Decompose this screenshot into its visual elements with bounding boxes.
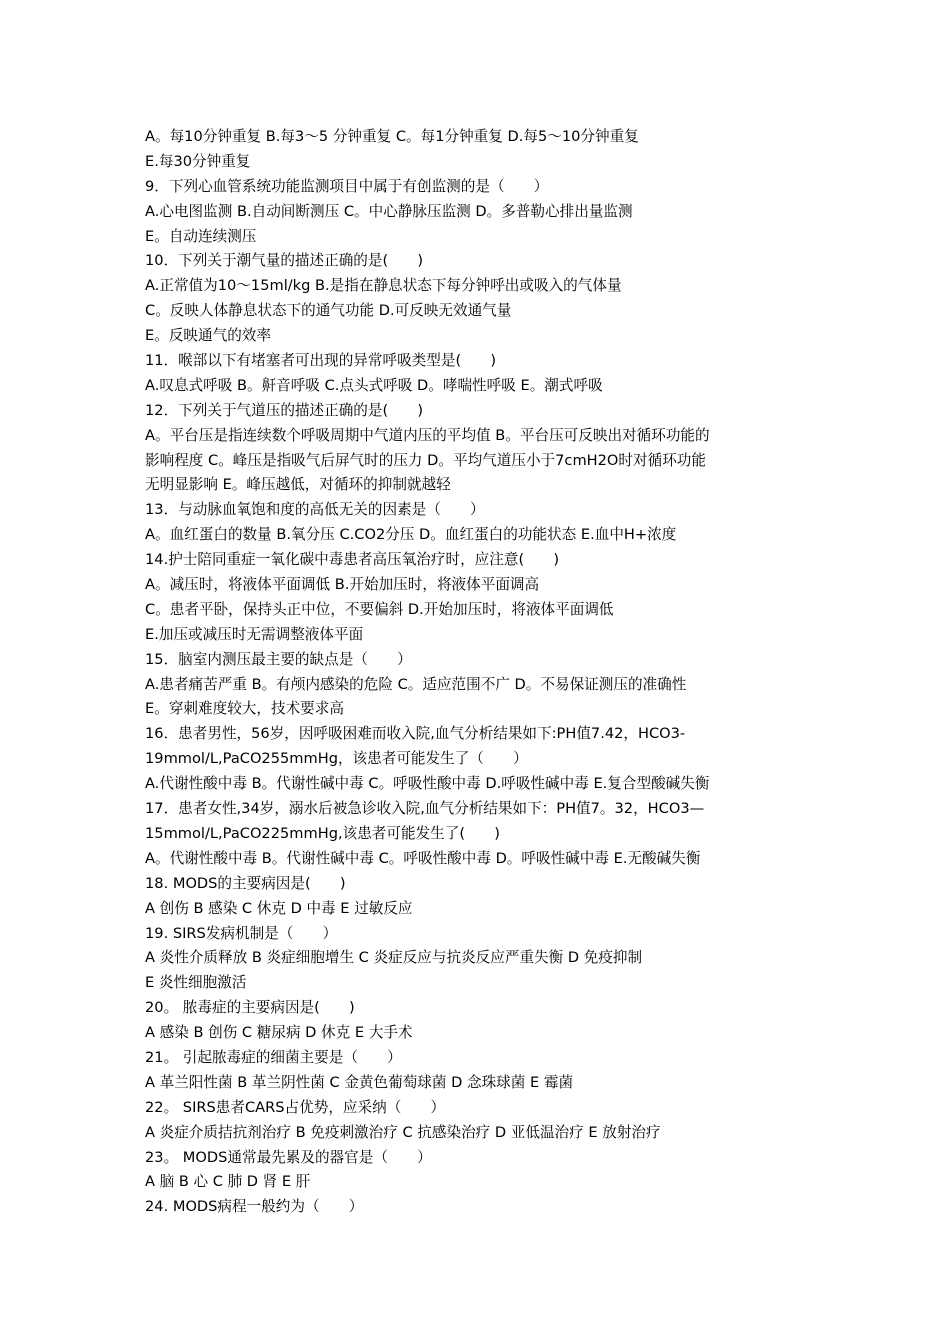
question-15-stem: 15．脑室内测压最主要的缺点是（ ） <box>145 650 412 668</box>
question-10-stem: 10．下列关于潮气量的描述正确的是( ) <box>145 252 424 270</box>
question-16-stem: 19mmol/L,PaCO255mmHg，该患者可能发生了（ ） <box>145 750 528 768</box>
question-10-options: C。反映人体静息状态下的通气功能 D.可反映无效通气量 <box>145 302 512 320</box>
text-line: E.每30分钟重复 <box>145 152 251 170</box>
question-11-stem: 11．喉部以下有堵塞者可出现的异常呼吸类型是( ) <box>145 352 497 370</box>
question-12-options: 无明显影响 E。峰压越低，对循环的抑制就越轻 <box>145 476 451 494</box>
question-11-options: A.叹息式呼吸 B。鼾音呼吸 C.点头式呼吸 D。哮喘性呼吸 E。潮式呼吸 <box>145 376 603 394</box>
question-17-stem: 15mmol/L,PaCO225mmHg,该患者可能发生了( ) <box>145 824 500 842</box>
question-12-options: 影响程度 C。峰压是指吸气后屏气时的压力 D。平均气道压小于7cmH2O时对循环功能 <box>145 451 706 469</box>
question-10-options: E。反映通气的效率 <box>145 327 271 345</box>
question-17-options: A。代谢性酸中毒 B。代谢性碱中毒 C。呼吸性酸中毒 D。呼吸性碱中毒 E.无酸碱失衡 <box>145 849 701 867</box>
question-13-stem: 13．与动脉血氧饱和度的高低无关的因素是（ ） <box>145 501 485 519</box>
question-19-options: A 炎性介质释放 B 炎症细胞增生 C 炎症反应与抗炎反应严重失衡 D 免疫抑制 <box>145 949 643 967</box>
question-text-block <box>145 125 825 1220</box>
question-13-options: A。血红蛋白的数量 B.氧分压 C.CO2分压 D。血红蛋白的功能状态 E.血中H+浓度 <box>145 526 677 544</box>
question-16-stem: 16．患者男性，56岁，因呼吸困难而收入院,血气分析结果如下:PH值7.42，HCO3- <box>145 725 686 743</box>
question-15-options: E。穿刺难度较大，技术要求高 <box>145 700 344 718</box>
question-18-options: A 创伤 B 感染 C 休克 D 中毒 E 过敏反应 <box>145 899 413 917</box>
question-23-options: A 脑 B 心 C 肺 D 肾 E 肝 <box>145 1173 311 1191</box>
question-14-options: C。患者平卧，保持头正中位，不要偏斜 D.开始加压时，将液体平面调低 <box>145 600 614 618</box>
question-12-options: A。平台压是指连续数个呼吸周期中气道内压的平均值 B。平台压可反映出对循环功能的 <box>145 426 710 444</box>
question-23-stem: 23。 MODS通常最先累及的器官是（ ） <box>145 1148 432 1166</box>
question-21-options: A 革兰阳性菌 B 革兰阴性菌 C 金黄色葡萄球菌 D 念珠球菌 E 霉菌 <box>145 1073 574 1091</box>
question-18-stem: 18. MODS的主要病因是( ) <box>145 874 346 892</box>
question-16-options: A.代谢性酸中毒 B。代谢性碱中毒 C。呼吸性酸中毒 D.呼吸性碱中毒 E.复合型酸碱失衡 <box>145 775 710 793</box>
question-20-options: A 感染 B 创伤 C 糖尿病 D 休克 E 大手术 <box>145 1024 413 1042</box>
question-9-options: A.心电图监测 B.自动间断测压 C。中心静脉压监测 D。多普勒心排出量监测 <box>145 202 633 220</box>
question-12-stem: 12．下列关于气道压的描述正确的是( ) <box>145 401 424 419</box>
question-22-options: A 炎症介质拮抗剂治疗 B 免疫刺激治疗 C 抗感染治疗 D 亚低温治疗 E 放射治疗 <box>145 1123 661 1141</box>
question-20-stem: 20。 脓毒症的主要病因是( ) <box>145 999 355 1017</box>
question-14-stem: 14.护士陪同重症一氧化碳中毒患者高压氧治疗时，应注意( ) <box>145 551 560 569</box>
question-14-options: E.加压或减压时无需调整液体平面 <box>145 625 364 643</box>
question-19-options: E 炎性细胞激活 <box>145 974 247 992</box>
question-22-stem: 22。 SIRS患者CARS占优势，应采纳（ ） <box>145 1098 446 1116</box>
question-15-options: A.患者痛苦严重 B。有颅内感染的危险 C。适应范围不广 D。不易保证测压的准确性 <box>145 675 687 693</box>
question-14-options: A。减压时，将液体平面调低 B.开始加压时，将液体平面调高 <box>145 576 540 594</box>
question-10-options: A.正常值为10～15ml/kg B.是指在静息状态下每分钟呼出或吸入的气体量 <box>145 277 622 295</box>
question-17-stem: 17．患者女性,34岁，溺水后被急诊收入院,血气分析结果如下：PH值7。32，HCO3— <box>145 800 705 818</box>
question-9-stem: 9．下列心血管系统功能监测项目中属于有创监测的是（ ） <box>145 177 549 195</box>
question-24-stem: 24. MODS病程一般约为（ ） <box>145 1198 364 1216</box>
question-9-options: E。自动连续测压 <box>145 227 257 245</box>
text-line: A。每10分钟重复 B.每3～5 分钟重复 C。每1分钟重复 D.每5～10分钟重复 <box>145 128 639 145</box>
question-19-stem: 19. SIRS发病机制是（ ） <box>145 924 338 942</box>
question-21-stem: 21。 引起脓毒症的细菌主要是（ ） <box>145 1048 402 1066</box>
